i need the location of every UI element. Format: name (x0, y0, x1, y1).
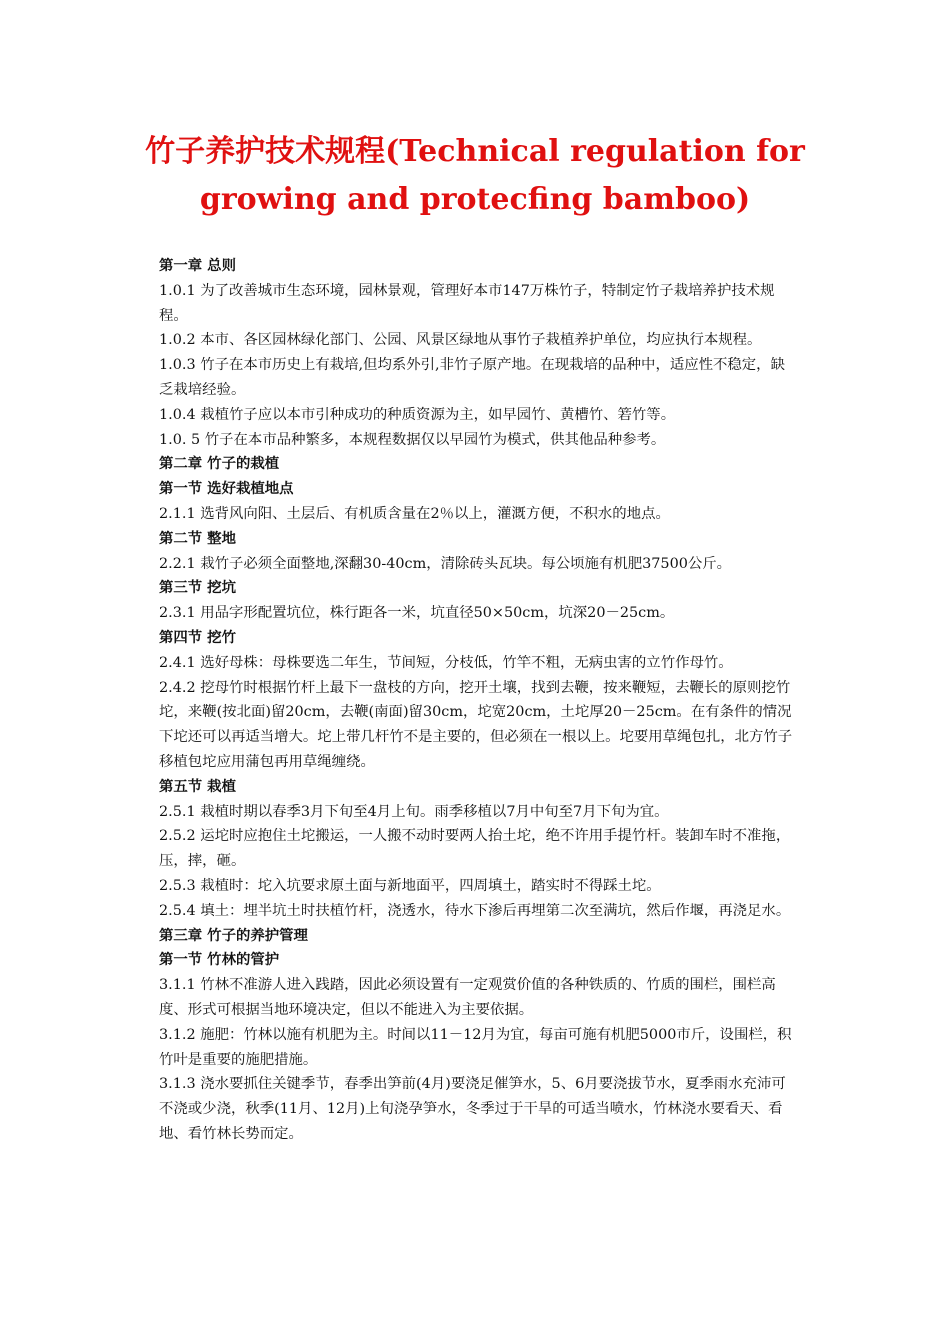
paragraph: 2.2.1 栽竹子必须全面整地,深翻30-40cm，清除砖头瓦块。每公顷施有机肥37500公斤。 (159, 555, 732, 572)
chapter-heading: 第三章 竹子的养护管理 (159, 926, 308, 944)
document-title (120, 128, 830, 224)
paragraph: 2.5.3 栽植时：坨入坑要求原土面与新地面平，四周填土，踏实时不得踩土坨。 (159, 877, 661, 894)
title-line-1: 竹子养护技术规程(Technical regulation for (145, 134, 805, 169)
chapter-heading: 第一章 总则 (159, 257, 236, 274)
paragraph: 2.5.4 填土：埋半坑土时扶植竹杆，浇透水，待水下渗后再埋第二次至满坑，然后作堰，再浇足水。 (159, 902, 791, 919)
section-heading: 第三节 挖坑 (159, 579, 236, 597)
paragraph: 3.1.2 施肥：竹林以施有机肥为主。时间以11－12月为宜，每亩可施有机肥5000市斤，设围栏，积竹叶是重要的施肥措施。 (159, 1026, 792, 1068)
paragraph: 2.5.2 运坨时应抱住土坨搬运，一人搬不动时要两人抬土坨，绝不许用手提竹杆。装卸车时不准拖，压，摔，砸。 (159, 828, 791, 870)
paragraph: 1.0. 5 竹子在本市品种繁多，本规程数据仅以早园竹为模式，供其他品种参考。 (159, 431, 666, 448)
paragraph: 3.1.1 竹林不准游人进入践踏，因此必须设置有一定观赏价值的各种铁质的、竹质的围栏，围栏高度、形式可根据当地环境决定，但以不能进入为主要依据。 (159, 977, 776, 1018)
paragraph: 2.1.1 选背风向阳、土层后、有机质含量在2％以上，灌溉方便，不积水的地点。 (159, 505, 670, 522)
paragraph: 2.3.1 用品字形配置坑位，株行距各一米，坑直径50×50cm，坑深20－25cm。 (159, 605, 675, 622)
paragraph: 1.0.4 栽植竹子应以本市引种成功的种质资源为主，如早园竹、黄槽竹、箬竹等。 (159, 406, 676, 423)
paragraph: 2.4.1 选好母株：母株要选二年生，节间短，分枝低，竹竿不粗，无病虫害的立竹作母竹。 (159, 654, 733, 671)
paragraph: 1.0.1 为了改善城市生态环境，园林景观，管理好本市147万株竹子，特制定竹子栽培养护技术规程。 (159, 282, 775, 324)
section-heading: 第一节 选好栽植地点 (159, 480, 294, 498)
section-heading: 第二节 整地 (159, 529, 236, 547)
paragraph: 3.1.3 浇水要抓住关键季节，春季出笋前(4月)要浇足催笋水，5、6月要浇拔节水，夏季雨水充沛可不浇或少浇，秋季(11月、12月)上旬浇孕笋水，冬季过于干旱的可适当喷水，竹林浇水要看天、看地、看竹林长势而定。 (159, 1076, 786, 1142)
paragraph: 1.0.3 竹子在本市历史上有栽培,但均系外引,非竹子原产地。在现栽培的品种中，适应性不稳定，缺乏栽培经验。 (159, 357, 785, 398)
paragraph: 2.4.2 挖母竹时根据竹杆上最下一盘枝的方向，挖开土壤，找到去鞭，按来鞭短，去鞭长的原则挖竹坨，来鞭(按北面)留20cm，去鞭(南面)留30cm，坨宽20cm，土坨厚20－25cm。在有条件的情况下坨还可以再适当增大。坨上带几杆竹不是主要的，但必须在一根以上。坨要用草绳包扎，北方竹子移植包坨应用蒲包再用草绳缠绕。 (159, 679, 793, 770)
section-heading: 第四节 挖竹 (159, 628, 236, 646)
paragraph: 2.5.1 栽植时期以春季3月下旬至4月上旬。雨季移植以7月中旬至7月下旬为宜。 (159, 803, 669, 820)
chapter-heading: 第二章 竹子的栽植 (159, 455, 280, 473)
section-heading: 第五节 栽植 (159, 777, 236, 795)
title-line-2: growing and protecfing bamboo) (199, 182, 751, 217)
section-heading: 第一节 竹林的管护 (159, 951, 280, 969)
paragraph: 1.0.2 本市、各区园林绿化部门、公园、风景区绿地从事竹子栽植养护单位，均应执行本规程。 (159, 332, 762, 349)
document-body (159, 254, 799, 1147)
